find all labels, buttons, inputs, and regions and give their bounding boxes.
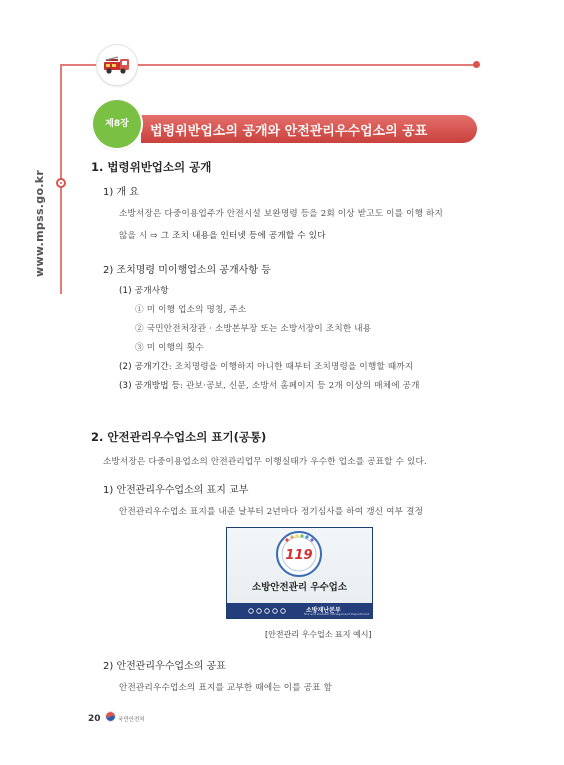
disclosure-period-text: : 조치명령을 이행하지 아니한 때부터 조치명령을 이행할 때까지	[168, 362, 414, 372]
arrow-icon: ⇨	[150, 231, 158, 241]
side-marker-dot	[56, 178, 66, 188]
section2-sub2-text: 안전관리우수업소의 표지를 교부한 때에는 이를 공표 함	[119, 683, 333, 693]
line2-prefix: 않을 시	[119, 231, 148, 241]
section2-sub1-heading: 1) 안전관리우수업소의 표지 교부	[103, 485, 249, 496]
side-website-url: www.mpss.go.kr	[33, 169, 46, 277]
disclosure-period	[119, 360, 413, 372]
section2-intro: 소방서장은 다중이용업소의 안전관리업무 이행실태가 우수한 업소를 공표할 수 있다.	[103, 457, 427, 467]
chapter-badge-label: 제8장	[105, 119, 129, 129]
frame-end-dot	[473, 61, 480, 68]
section1-sub1-heading: 1) 개 요	[103, 187, 139, 198]
disclosure-period-label: (2) 공개기간	[119, 362, 169, 372]
chapter-title: 법령위반업소의 공개와 안전관리우수업소의 공표	[150, 124, 428, 139]
section1-heading: 1. 법령위반업소의 공개	[91, 160, 212, 174]
disclosure-item-1: ① 미 이행 업소의 명칭, 주소	[135, 305, 247, 315]
section1-sub2-heading: 2) 조치명령 미이행업소의 공개사항 등	[103, 265, 271, 276]
chapter-badge	[93, 100, 141, 148]
line2-emphasis: 그 조치 내용을 인터넷 등에 공개할 수 있다	[160, 231, 326, 241]
disclosure-items-label: (1) 공개사항	[119, 286, 169, 296]
section1-sub1-line1: 소방서장은 다중이용업주가 안전시설 보완명령 등을 2회 이상 받고도 이를 이행 하지	[119, 209, 444, 219]
sign-rings-icon	[247, 608, 303, 614]
government-logo-icon	[105, 711, 116, 722]
disclosure-method-label: (3) 공개방법 등	[119, 381, 181, 391]
fire-truck-emblem-icon	[96, 44, 138, 86]
sign-title: 소방안전관리 우수업소	[251, 582, 348, 593]
disclosure-item-3: ③ 미 이행의 횟수	[135, 343, 204, 353]
sign-agency: 소방재난본부	[306, 607, 341, 614]
section2-sub2-heading: 2) 안전관리우수업소의 공표	[103, 661, 226, 672]
disclosure-item-2: ② 국민안전처장관 · 소방본부장 또는 소방서장이 조치한 내용	[135, 324, 372, 334]
section2-heading: 2. 안전관리우수업소의 표기(공통)	[91, 430, 267, 444]
sign-caption: [안전관리 우수업소 표지 예시]	[265, 630, 372, 639]
section1-sub1-line2	[119, 229, 326, 241]
sign-agency-en: Fire and Disaster Management Department	[304, 612, 370, 616]
disclosure-method	[119, 379, 420, 391]
page-number: 20	[88, 714, 101, 724]
footer-org-name: 국민안전처	[118, 717, 145, 723]
sign-emblem-icon	[227, 528, 372, 580]
sign-number: 119	[285, 548, 313, 563]
safety-excellence-sign-image	[226, 527, 373, 619]
section2-sub1-text: 안전관리우수업소 표지를 내준 날부터 2년마다 정기심사를 하여 갱신 여부 결정	[119, 507, 424, 517]
disclosure-method-text: : 관보·공보, 신문, 소방서 홈페이지 등 2개 이상의 매체에 공개	[180, 381, 420, 391]
sign-footer-bar	[227, 603, 372, 618]
